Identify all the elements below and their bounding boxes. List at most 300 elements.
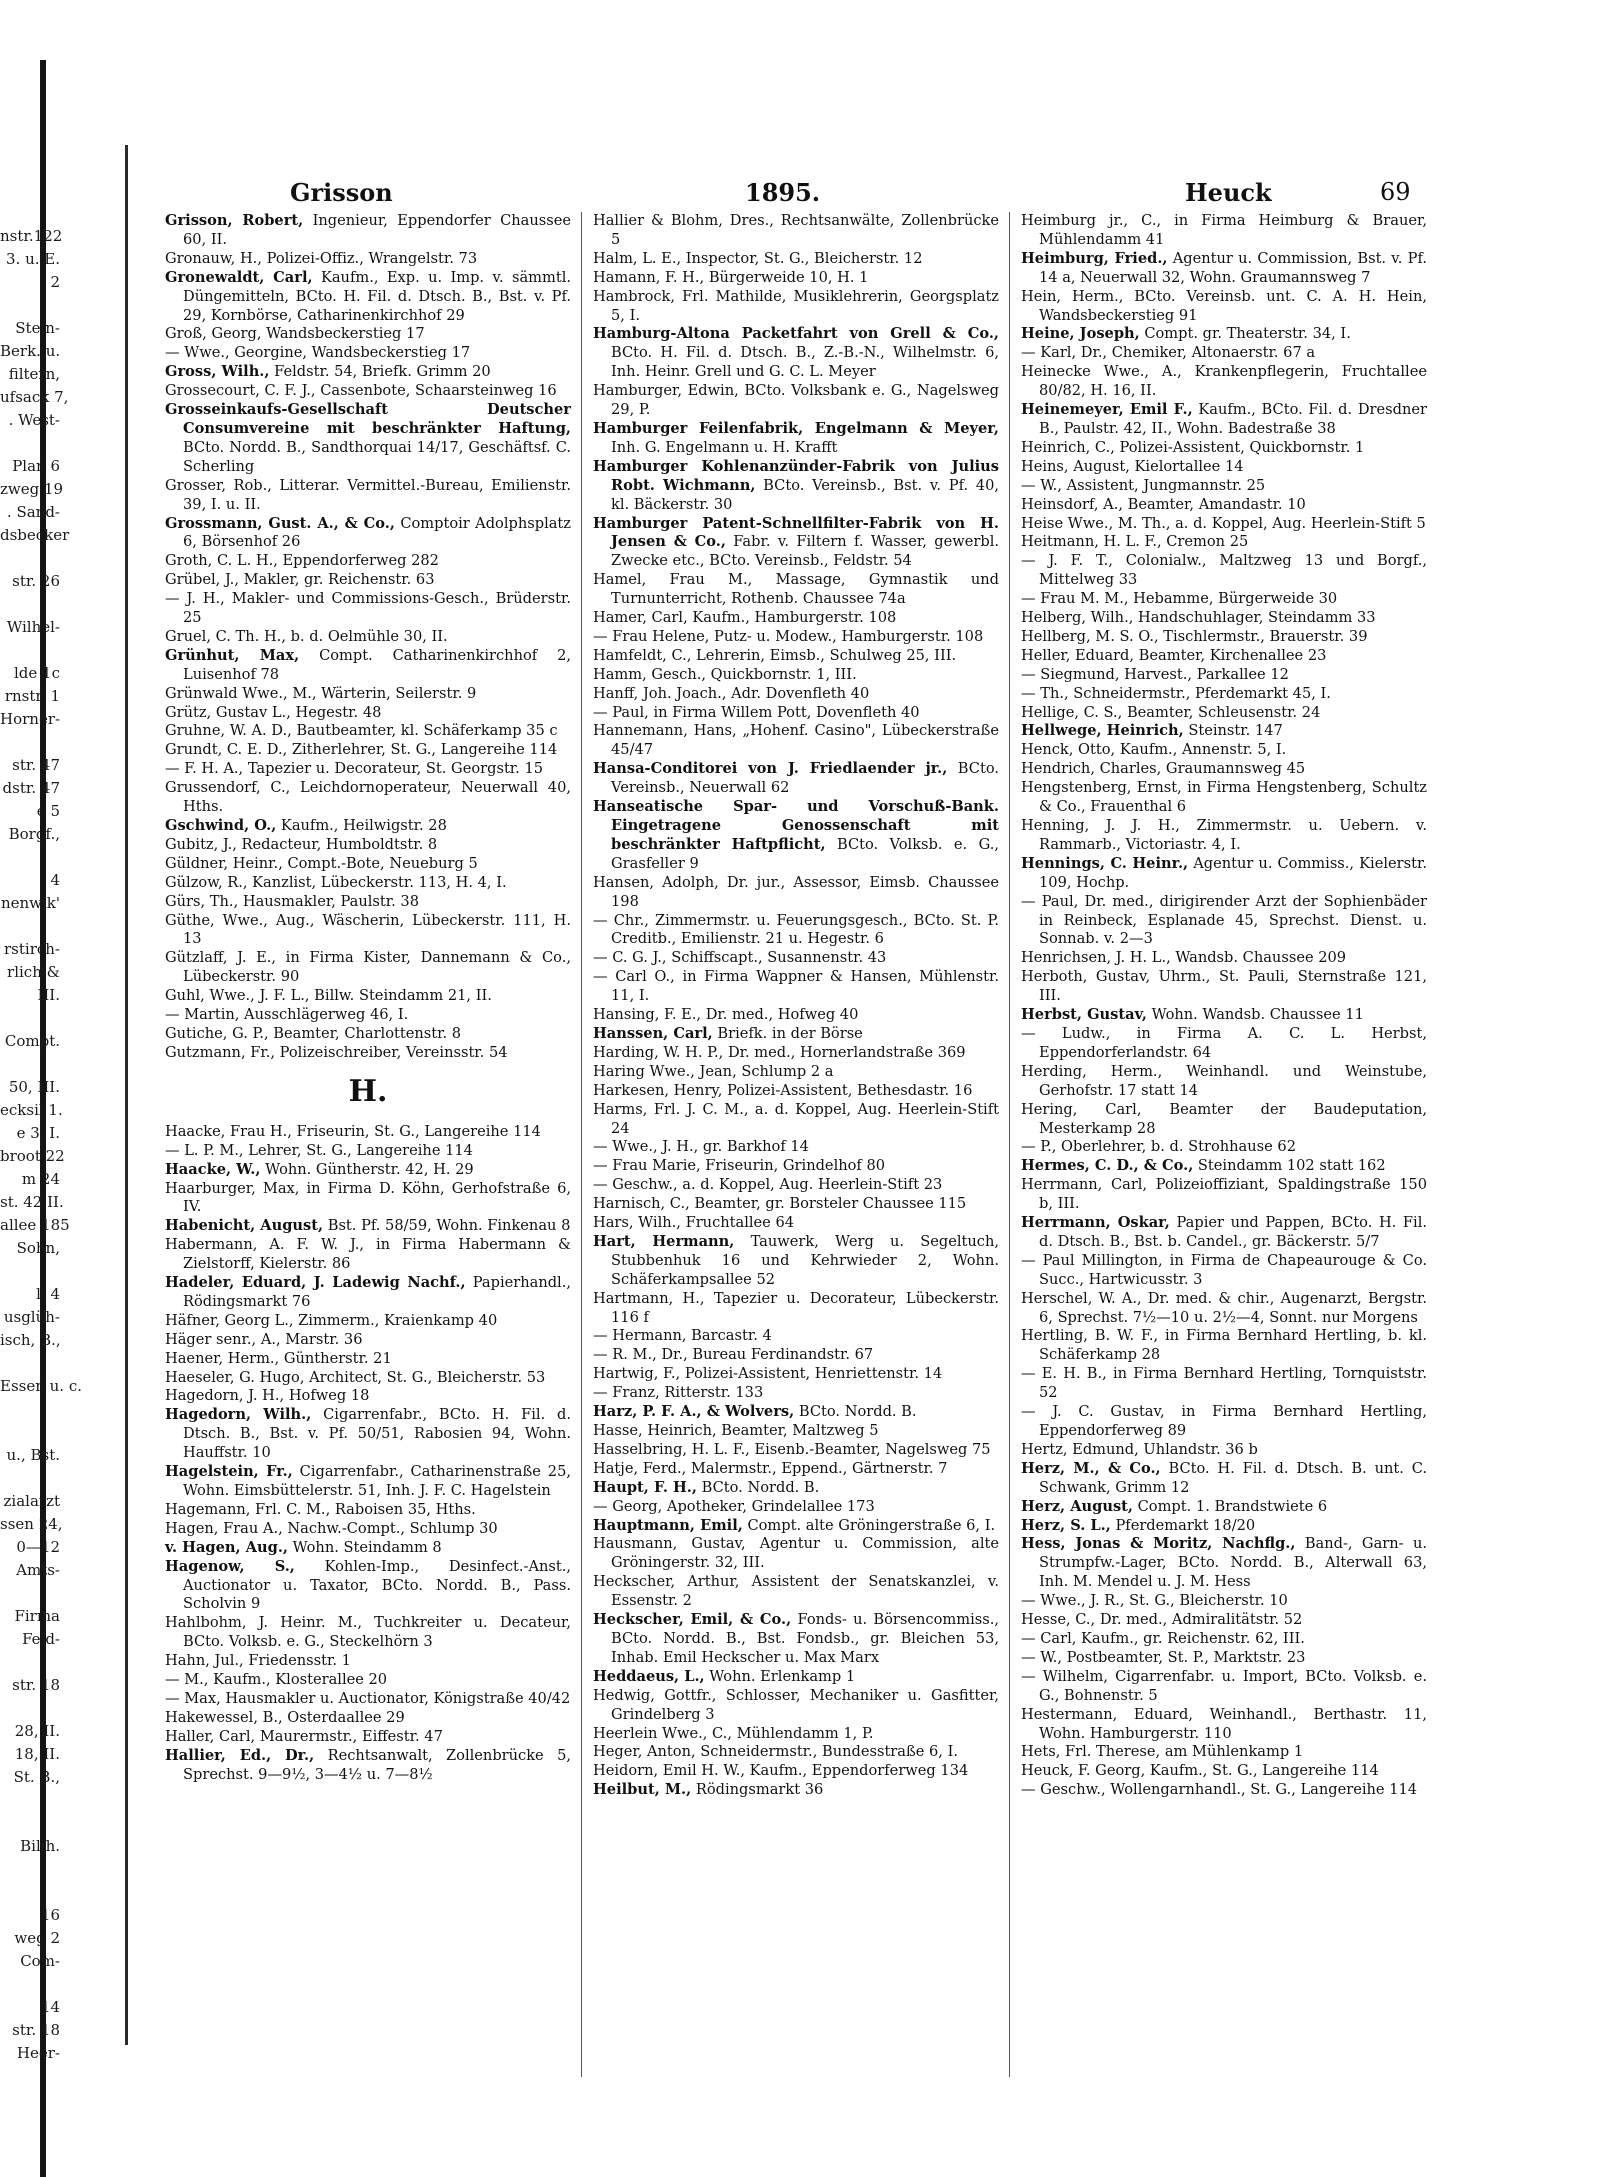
margin-fragment: isch, B.,	[0, 1331, 61, 1349]
directory-entry	[593, 1346, 999, 1365]
entry-details: Cigarrenfabr., BCto. H. Fil. d. Dtsch. B., Bst. v. Pf. 50/51, Rabosien 94, Wohn. Hauffstr. 10	[183, 1406, 572, 1462]
margin-fragment	[0, 432, 60, 455]
margin-fragment: lde 1c	[14, 664, 60, 682]
margin-fragment: Stein-	[15, 319, 60, 337]
column-1	[165, 212, 571, 1800]
directory-entry	[1021, 1176, 1427, 1214]
directory-entry	[593, 1365, 999, 1384]
entry-headword: Hanssen, Carl,	[593, 1024, 713, 1042]
entry-details: Kohlen-Imp., Desinfect.-Anst., Auctionator u. Taxator, BCto. Nordd. B., Pass. Scholvin 9	[183, 1557, 572, 1613]
entry-details: Fabr. v. Filtern f. Wasser, gewerbl. Zwecke etc., BCto. Vereinsb., Feldstr. 54	[611, 533, 999, 570]
directory-entry	[1021, 685, 1427, 704]
margin-fragment	[0, 915, 60, 938]
directory-entry	[593, 685, 999, 704]
entry-details: — Paul, in Firma Willem Pott, Dovenfleth 40	[593, 703, 920, 721]
entry-headword: Haacke, W.,	[165, 1160, 261, 1178]
margin-fragment	[0, 294, 60, 317]
directory-entry	[165, 760, 571, 779]
entry-details: BCto. H. Fil. d. Dtsch. B. unt. C. Schwank, Grimm 12	[1039, 1459, 1427, 1496]
directory-entry	[165, 949, 571, 987]
directory-entry	[593, 1327, 999, 1346]
directory-entry	[593, 1687, 999, 1725]
entry-headword: Hamburger Feilenfabrik, Engelmann & Meyer,	[593, 419, 999, 437]
entry-details: Hertz, Edmund, Uhlandstr. 36 b	[1021, 1440, 1258, 1458]
margin-fragment: III.	[37, 986, 60, 1004]
directory-entry	[1021, 1441, 1427, 1460]
entry-details: — Chr., Zimmermstr. u. Feuerungsgesch., BCto. St. P. Creditb., Emilienstr. 21 u. Hegestr. 6	[593, 911, 999, 948]
directory-entry	[593, 1138, 999, 1157]
directory-entry	[1021, 363, 1427, 401]
margin-fragment: zweg 19	[0, 480, 64, 498]
directory-entry	[593, 1044, 999, 1063]
directory-entry	[165, 741, 571, 760]
directory-entry	[593, 1743, 999, 1762]
margin-fragment: ecksil 1.	[0, 1101, 63, 1119]
directory-entry	[593, 269, 999, 288]
directory-entry	[593, 1384, 999, 1403]
directory-entry	[593, 288, 999, 326]
directory-entry	[593, 1290, 999, 1328]
margin-fragment: ll 4	[36, 1285, 60, 1303]
margin-fragment: ufsack 7,	[0, 388, 69, 406]
directory-entry	[593, 1403, 999, 1422]
margin-fragment	[0, 639, 60, 662]
entry-details: Haarburger, Max, in Firma D. Köhn, Gerhofstraße 6, IV.	[165, 1179, 571, 1216]
directory-entry	[1021, 949, 1427, 968]
directory-entry	[593, 874, 999, 912]
directory-entry	[593, 571, 999, 609]
entry-details: — Hermann, Barcastr. 4	[593, 1327, 772, 1345]
margin-fragment: 50, III.	[8, 1078, 60, 1096]
column-divider	[581, 212, 582, 2077]
directory-entry	[165, 1747, 571, 1785]
entry-details: Gutzmann, Fr., Polizeischreiber, Vereinsstr. 54	[165, 1043, 508, 1061]
entry-details: Heuck, F. Georg, Kaufm., St. G., Langereihe 114	[1021, 1762, 1379, 1780]
margin-fragment: Heer-	[16, 2044, 60, 2062]
entry-details: Harnisch, C., Beamter, gr. Borsteler Chaussee 115	[593, 1195, 967, 1213]
entry-details: Häger senr., A., Marstr. 36	[165, 1330, 363, 1348]
directory-entry	[1021, 741, 1427, 760]
margin-fragment: str. 26	[12, 572, 60, 590]
entry-details: BCto. Nordd. B., Sandthorquai 14/17, Geschäftsf. C. Scherling	[183, 438, 571, 475]
entry-details: Helberg, Wilh., Handschuhlager, Steindamm 33	[1021, 609, 1376, 627]
margin-fragment: Firma	[14, 1607, 60, 1625]
directory-entry	[1021, 1290, 1427, 1328]
entry-details: Henck, Otto, Kaufm., Annenstr. 5, I.	[1021, 741, 1287, 759]
margin-fragment: Berk. u.	[0, 342, 61, 360]
directory-entry	[165, 1331, 571, 1350]
entry-details: Gürs, Th., Hausmakler, Paulstr. 38	[165, 892, 420, 910]
directory-entry	[165, 1709, 571, 1728]
margin-fragment	[0, 1007, 60, 1030]
entry-details: Hasselbring, H. L. F., Eisenb.-Beamter, Nagelsweg 75	[593, 1440, 991, 1458]
directory-entry	[593, 949, 999, 968]
header-first-name: Grisson	[290, 178, 393, 207]
entry-details: — Wwe., J. H., gr. Barkhof 14	[593, 1138, 809, 1156]
directory-entry	[593, 382, 999, 420]
entry-headword: Hagenow, S.,	[165, 1557, 295, 1575]
margin-fragment: rnstr. 1	[4, 687, 60, 705]
page-number: 69	[1380, 178, 1411, 206]
directory-entry	[593, 325, 999, 382]
entry-details: Compt. Catharinenkirchhof 2, Luisenhof 78	[183, 646, 571, 683]
entry-details: — Siegmund, Harvest., Parkallee 12	[1021, 665, 1289, 683]
directory-entry	[1021, 515, 1427, 534]
entry-details: — Geschw., a. d. Koppel, Aug. Heerlein-Stift 23	[593, 1176, 943, 1194]
entry-headword: Hermes, C. D., & Co.,	[1021, 1157, 1194, 1175]
directory-entry	[1021, 1138, 1427, 1157]
directory-entry	[1021, 1706, 1427, 1744]
directory-entry	[1021, 496, 1427, 515]
margin-fragment: rstirch-	[4, 940, 60, 958]
entry-headword: Heine, Joseph,	[1021, 325, 1140, 343]
entry-details: — Max, Hausmakler u. Auctionator, Königstraße 40/42	[165, 1689, 571, 1707]
margin-fragment	[0, 1812, 60, 1835]
directory-entry	[1021, 1214, 1427, 1252]
entry-details: Gruhne, W. A. D., Bautbeamter, kl. Schäferkamp 35 c	[165, 722, 558, 740]
margin-fragment: nstr.122	[0, 227, 63, 245]
directory-entry	[1021, 1762, 1427, 1781]
entry-details: Hansen, Adolph, Dr. jur., Assessor, Eimsb. Chaussee 198	[593, 873, 999, 910]
directory-entry	[165, 1180, 571, 1218]
entry-details: Heitmann, H. L. F., Cremon 25	[1021, 533, 1249, 551]
entry-details: BCto. Vereinsb., Neuerwall 62	[611, 760, 999, 797]
entry-details: Hagedorn, J. H., Hofweg 18	[165, 1387, 370, 1405]
entry-details: Haeseler, G. Hugo, Architect, St. G., Bleicherstr. 53	[165, 1368, 546, 1386]
entry-details: — Franz, Ritterstr. 133	[593, 1384, 764, 1402]
directory-entry	[1021, 817, 1427, 855]
margin-fragment: str. 18	[12, 1676, 60, 1694]
margin-fragment: 16	[40, 1906, 60, 1924]
directory-entry	[593, 1025, 999, 1044]
entry-headword: Grünhut, Max,	[165, 646, 300, 664]
adjacent-page-margin	[0, 225, 83, 2065]
entry-details: Hars, Wilh., Fruchtallee 64	[593, 1214, 795, 1232]
entry-details: — Frau Marie, Friseurin, Grindelhof 80	[593, 1157, 886, 1175]
directory-entry	[1021, 1517, 1427, 1536]
margin-fragment: Horner-	[0, 710, 61, 728]
entry-details: Hausmann, Gustav, Agentur u. Commission, alte Gröningerstr. 32, III.	[593, 1535, 999, 1572]
entry-details: Heller, Eduard, Beamter, Kirchenallee 23	[1021, 646, 1327, 664]
directory-entry	[165, 1006, 571, 1025]
margin-fragment: 0—12	[16, 1538, 60, 1556]
directory-entry	[593, 1535, 999, 1573]
directory-entry	[165, 1025, 571, 1044]
entry-details: BCto. Volksb. e. G., Grasfeller 9	[611, 835, 999, 872]
directory-entry	[593, 912, 999, 950]
entry-details: Heinecke Wwe., A., Krankenpflegerin, Fruchtallee 80/82, H. 16, II.	[1021, 363, 1427, 400]
entry-details: Hellige, C. S., Beamter, Schleusenstr. 24	[1021, 703, 1321, 721]
entry-headword: Harz, P. F. A., & Wolvers,	[593, 1403, 795, 1421]
margin-fragment: . West-	[8, 411, 60, 429]
directory-entry	[165, 893, 571, 912]
directory-entry	[1021, 1535, 1427, 1592]
directory-entry	[165, 1217, 571, 1236]
directory-entry	[593, 798, 999, 874]
directory-entry	[593, 1573, 999, 1611]
directory-entry	[165, 1123, 571, 1142]
directory-entry	[1021, 1252, 1427, 1290]
directory-entry	[165, 1652, 571, 1671]
entry-details: Herrmann, Carl, Polizeioffiziant, Spaldingstraße 150 b, III.	[1021, 1176, 1427, 1213]
directory-entry	[165, 1161, 571, 1180]
directory-entry	[165, 571, 571, 590]
entry-details: — R. M., Dr., Bureau Ferdinandstr. 67	[593, 1346, 874, 1364]
margin-fragment: 14	[40, 1998, 60, 2016]
directory-entry	[1021, 704, 1427, 723]
running-header	[165, 160, 1435, 212]
directory-entry	[593, 1725, 999, 1744]
directory-entry	[165, 1312, 571, 1331]
margin-fragment: 28, II.	[14, 1722, 60, 1740]
directory-entry	[1021, 1365, 1427, 1403]
directory-entry	[1021, 666, 1427, 685]
entry-details: — W., Assistent, Jungmannstr. 25	[1021, 476, 1266, 494]
entry-headword: Hanseatische Spar- und Vorschuß-Bank. Eingetragene Genossenschaft mit beschränkter Haftpflicht,	[593, 798, 999, 853]
entry-details: — M., Kaufm., Klosterallee 20	[165, 1671, 388, 1689]
directory-entry	[165, 685, 571, 704]
entry-details: Haller, Carl, Maurermstr., Eiffestr. 47	[165, 1727, 443, 1745]
directory-entry	[1021, 1781, 1427, 1800]
margin-fragment: ssen 24,	[0, 1515, 63, 1533]
entry-details: Gruel, C. Th. H., b. d. Oelmühle 30, II.	[165, 627, 448, 645]
directory-entry	[165, 817, 571, 836]
margin-fragment	[0, 1582, 60, 1605]
directory-entry	[165, 1558, 571, 1615]
directory-entry	[165, 855, 571, 874]
margin-fragment: Com-	[20, 1952, 60, 1970]
entry-details: — Wwe., J. R., St. G., Bleicherstr. 10	[1021, 1592, 1288, 1610]
directory-entry	[1021, 1327, 1427, 1365]
entry-headword: Habenicht, August,	[165, 1217, 324, 1235]
directory-entry	[1021, 1592, 1427, 1611]
directory-entry	[165, 1406, 571, 1463]
entry-details: Inh. G. Engelmann u. H. Krafft	[611, 438, 838, 456]
entry-details: Grübel, J., Makler, gr. Reichenstr. 63	[165, 571, 435, 589]
entry-details: Gützlaff, J. E., in Firma Kister, Dannemann & Co., Lübeckerstr. 90	[165, 949, 571, 986]
entry-headword: Gross, Wilh.,	[165, 363, 270, 381]
directory-entry	[165, 363, 571, 382]
margin-fragment: st. 42 II.	[0, 1193, 64, 1211]
margin-fragment	[0, 731, 60, 754]
directory-entry	[1021, 1649, 1427, 1668]
entry-headword: Hauptmann, Emil,	[593, 1516, 743, 1534]
entry-headword: Hellwege, Heinrich,	[1021, 722, 1184, 740]
directory-entry	[593, 1762, 999, 1781]
directory-entry	[165, 515, 571, 553]
directory-entry	[165, 874, 571, 893]
entry-details: Steinstr. 147	[1188, 722, 1283, 740]
directory-entry	[165, 477, 571, 515]
entry-headword: Hamburger Patent-Schnellfilter-Fabrik von H. Jensen & Co.,	[593, 514, 999, 551]
margin-fragment	[0, 1651, 60, 1674]
directory-entry	[593, 1157, 999, 1176]
entry-details: Feldstr. 54, Briefk. Grimm 20	[274, 363, 491, 381]
directory-entry	[593, 1460, 999, 1479]
directory-entry	[593, 1422, 999, 1441]
directory-entry	[1021, 1460, 1427, 1498]
entry-details: — W., Postbeamter, St. P., Marktstr. 23	[1021, 1648, 1306, 1666]
directory-entry	[1021, 439, 1427, 458]
entry-details: Hambrock, Frl. Mathilde, Musiklehrerin, Georgsplatz 5, I.	[593, 287, 999, 324]
margin-fragment	[0, 1881, 60, 1904]
entry-details: Wohn. Güntherstr. 42, H. 29	[265, 1160, 474, 1178]
entry-details: Gronauw, H., Polizei-Offiz., Wrangelstr. 73	[165, 249, 478, 267]
entry-details: Grussendorf, C., Leichdornoperateur, Neuerwall 40, Hths.	[165, 779, 571, 816]
directory-entry	[1021, 1498, 1427, 1517]
entry-details: Rechtsanwalt, Zollenbrücke 5, Sprechst. 9—9½, 3—4½ u. 7—8½	[183, 1746, 572, 1783]
entry-details: Hallier & Blohm, Dres., Rechtsanwälte, Zollenbrücke 5	[593, 212, 999, 248]
entry-headword: Herz, August,	[1021, 1497, 1133, 1515]
margin-fragment	[0, 547, 60, 570]
column-3	[1021, 212, 1427, 1800]
directory-entry	[165, 382, 571, 401]
entry-details: — Carl O., in Firma Wappner & Hansen, Mühlenstr. 11, I.	[593, 968, 999, 1005]
directory-entry	[165, 212, 571, 250]
entry-details: Band-, Garn- u. Strumpfw.-Lager, BCto. Nordd. B., Alterwall 63, Inh. M. Mendel u. J. M. Hess	[1039, 1535, 1427, 1591]
margin-fragment: 18, II.	[14, 1745, 60, 1763]
margin-fragment	[0, 1789, 60, 1812]
entry-details: Gutiche, G. P., Beamter, Charlottenstr. 8	[165, 1024, 462, 1042]
directory-entry	[1021, 968, 1427, 1006]
directory-entry	[1021, 1157, 1427, 1176]
entry-details: Hamel, Frau M., Massage, Gymnastik und Turnunterricht, Rothenb. Chaussee 74a	[593, 571, 999, 608]
directory-entry	[1021, 609, 1427, 628]
entry-details: Grosser, Rob., Litterar. Vermittel.-Bureau, Emilienstr. 39, I. u. II.	[165, 476, 571, 513]
directory-entry	[165, 987, 571, 1006]
directory-entry	[593, 1781, 999, 1800]
directory-entry	[165, 552, 571, 571]
entry-details: Hein, Herm., BCto. Vereinsb. unt. C. A. H. Hein, Wandsbeckerstieg 91	[1021, 287, 1427, 324]
margin-fragment: usglüh-	[3, 1308, 60, 1326]
entry-headword: Heinemeyer, Emil F.,	[1021, 401, 1193, 419]
directory-entry	[593, 1063, 999, 1082]
entry-details: — Geschw., Wollengarnhandl., St. G., Langereihe 114	[1021, 1781, 1418, 1799]
margin-fragment	[0, 1421, 60, 1444]
entry-headword: Grisson, Robert,	[165, 212, 304, 229]
margin-fragment: broot 22	[0, 1147, 65, 1165]
directory-entry	[165, 590, 571, 628]
directory-entry	[1021, 590, 1427, 609]
directory-entry	[165, 1614, 571, 1652]
entry-details: Gubitz, J., Redacteur, Humboldtstr. 8	[165, 835, 438, 853]
directory-entry	[1021, 1611, 1427, 1630]
entry-headword: Herz, M., & Co.,	[1021, 1459, 1161, 1477]
entry-details: — Th., Schneidermstr., Pferdemarkt 45, I.	[1021, 684, 1331, 702]
entry-details: Hendrich, Charles, Graumannsweg 45	[1021, 760, 1306, 778]
entry-details: Grundt, C. E. D., Zitherlehrer, St. G., Langereihe 114	[165, 741, 558, 759]
entry-details: Groth, C. L. H., Eppendorferweg 282	[165, 552, 439, 570]
entry-headword: Hamburg-Altona Packetfahrt von Grell & Co.,	[593, 325, 999, 343]
entry-details: Comptoir Adolphsplatz 6, Börsenhof 26	[183, 514, 571, 551]
entry-details: Hanff, Joh. Joach., Adr. Dovenfleth 40	[593, 684, 870, 702]
directory-entry	[1021, 1630, 1427, 1649]
margin-fragment	[0, 593, 60, 616]
directory-entry	[165, 1369, 571, 1388]
directory-entry	[165, 344, 571, 363]
directory-entry	[1021, 855, 1427, 893]
entry-headword: Gronewaldt, Carl,	[165, 268, 313, 286]
entry-details: Wohn. Erlenkamp 1	[709, 1667, 856, 1685]
entry-details: Hatje, Ferd., Malermstr., Eppend., Gärtnerstr. 7	[593, 1459, 948, 1477]
directory-entry	[1021, 1006, 1427, 1025]
margin-fragment: e 3, I.	[16, 1124, 60, 1142]
entry-details: Compt. 1. Brandstwiete 6	[1137, 1497, 1328, 1515]
entry-details: Kaufm., Exp. u. Imp. v. sämmtl. Düngemitteln, BCto. H. Fil. d. Dtsch. B., Bst. v. Pf. 29, Kornbörse, Catharinenkirchhof 29	[183, 268, 572, 324]
entry-details: Hamer, Carl, Kaufm., Hamburgerstr. 108	[593, 609, 897, 627]
entry-details: Haacke, Frau H., Friseurin, St. G., Langereihe 114	[165, 1122, 541, 1140]
margin-fragment: str. 47	[12, 756, 60, 774]
entry-details: Hering, Carl, Beamter der Baudeputation, Mesterkamp 28	[1021, 1100, 1427, 1137]
directory-entry	[593, 647, 999, 666]
margin-fragment: allee 185	[0, 1216, 70, 1234]
margin-fragment: u., Bst.	[6, 1446, 60, 1464]
entry-details: Kaufm., Heilwigstr. 28	[280, 817, 447, 834]
entry-details: Kaufm., BCto. Fil. d. Dresdner B., Paulstr. 42, II., Wohn. Badestraße 38	[1039, 401, 1427, 437]
directory-entry	[1021, 401, 1427, 439]
directory-entry	[593, 1082, 999, 1101]
directory-entry	[593, 1006, 999, 1025]
entry-details: — Paul, Dr. med., dirigirender Arzt der Sophienbäder in Reinbeck, Esplanade 45, Sprechst. Dienst. u. Sonnab. v. 2—3	[1021, 892, 1427, 948]
entry-details: BCto. Vereinsb., Bst. v. Pf. 40, kl. Bäckerstr. 30	[611, 476, 1000, 513]
header-year: 1895.	[745, 178, 821, 207]
directory-entry	[1021, 552, 1427, 590]
margin-fragment	[0, 1697, 60, 1720]
margin-fragment: . Sand-	[6, 503, 60, 521]
directory-entry	[1021, 477, 1427, 496]
entry-details: Papierhandl., Rödingsmarkt 76	[183, 1274, 572, 1310]
directory-entry	[593, 212, 999, 250]
directory-entry	[165, 1236, 571, 1274]
margin-fragment: Plan 6	[12, 457, 60, 475]
directory-entry	[593, 1517, 999, 1536]
entry-details: — L. P. M., Lehrer, St. G., Langereihe 114	[165, 1141, 473, 1159]
directory-entry	[593, 1668, 999, 1687]
entry-headword: Hagedorn, Wilh.,	[165, 1406, 312, 1424]
entry-headword: Grosseinkaufs-Gesellschaft Deutscher Consumvereine mit beschränkter Haftung,	[165, 401, 571, 437]
directory-entry	[165, 628, 571, 647]
margin-fragment	[0, 1858, 60, 1881]
entry-details: — Frau M. M., Hebamme, Bürgerweide 30	[1021, 590, 1338, 608]
directory-entry	[1021, 628, 1427, 647]
entry-details: Agentur u. Commiss., Kielerstr. 109, Hochp.	[1039, 854, 1427, 891]
directory-entry	[1021, 288, 1427, 326]
directory-entry	[593, 458, 999, 515]
entry-details: Hamburger, Edwin, BCto. Volksbank e. G., Nagelsweg 29, P.	[593, 382, 999, 419]
entry-details: Hartmann, H., Tapezier u. Decorateur, Lübeckerstr. 116 f	[593, 1289, 999, 1326]
directory-entry	[165, 836, 571, 855]
directory-entry	[165, 1539, 571, 1558]
entry-headword: Hamburger Kohlenanzünder-Fabrik von Julius Robt. Wichmann,	[593, 457, 999, 494]
entry-headword: Heilbut, M.,	[593, 1781, 692, 1799]
directory-entry	[593, 609, 999, 628]
margin-fragment: Borgf.,	[8, 825, 60, 843]
margin-fragment: Sohn,	[16, 1239, 60, 1257]
margin-fragment: str. 18	[12, 2021, 60, 2039]
entry-headword: Heckscher, Emil, & Co.,	[593, 1611, 792, 1629]
entry-details: Tauwerk, Werg u. Segeltuch, Stubbenhuk 16 und Kehrwieder 2, Wohn. Schäferkampsallee 52	[611, 1232, 999, 1288]
entry-details: Hamfeldt, C., Lehrerin, Eimsb., Schulweg 25, III.	[593, 646, 957, 664]
entry-details: Steindamm 102 statt 162	[1197, 1157, 1386, 1175]
entry-details: — Martin, Ausschlägerweg 46, I.	[165, 1006, 409, 1024]
entry-details: Hahlbohm, J. Heinr. M., Tuchkreiter u. Decateur, BCto. Volksb. e. G., Steckelhörn 3	[165, 1614, 571, 1651]
entry-details: Heger, Anton, Schneidermstr., Bundesstraße 6, I.	[593, 1743, 958, 1761]
entry-details: BCto. Nordd. B.	[798, 1403, 917, 1421]
entry-details: Guhl, Wwe., J. F. L., Billw. Steindamm 21, II.	[165, 987, 492, 1005]
entry-details: — C. G. J., Schiffscapt., Susannenstr. 43	[593, 949, 887, 967]
directory-entry	[593, 1101, 999, 1139]
entry-details: Hamann, F. H., Bürgerweide 10, H. 1	[593, 268, 869, 286]
